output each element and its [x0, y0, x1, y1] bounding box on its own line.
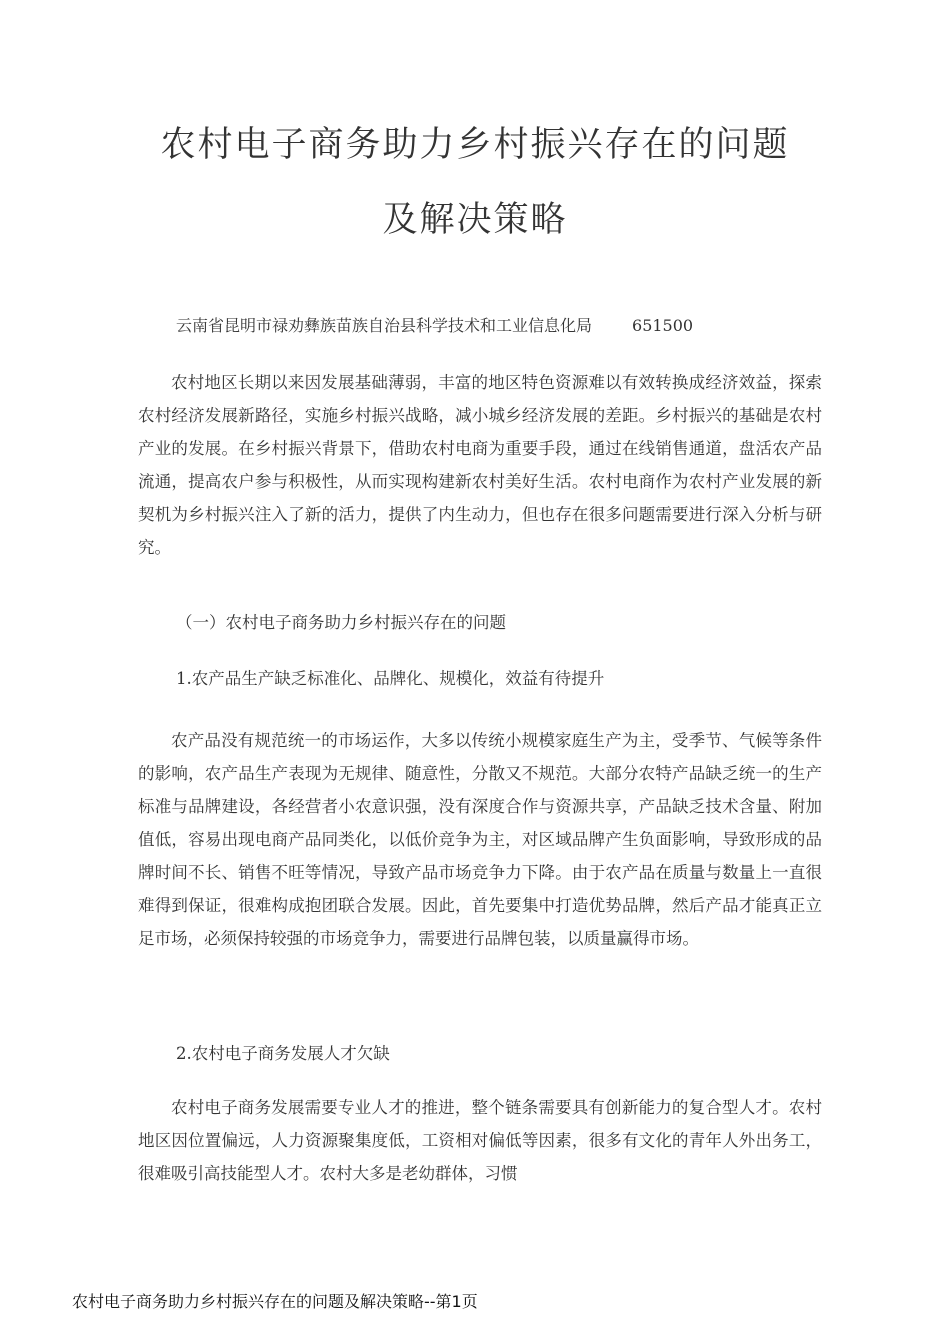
subheading-1: 1.农产品生产缺乏标准化、品牌化、规模化，效益有待提升 — [176, 669, 605, 688]
affiliation-name: 云南省昆明市禄劝彝族苗族自治县科学技术和工业信息化局 — [176, 316, 593, 335]
body-paragraph-2: 农村电子商务发展需要专业人才的推进，整个链条需要具有创新能力的复合型人才。农村地区因位置偏远，人力资源聚集度低，工资相对偏低等因素，很多有文化的青年人外出务工，很难吸引高技能型人才。农村大多是老幼群体，习惯 — [138, 1098, 822, 1183]
document-title-line-2: 及解决策略 — [382, 200, 568, 240]
author-affiliation — [176, 313, 693, 336]
document-title-line-1: 农村电子商务助力乡村振兴存在的问题 — [160, 125, 790, 165]
subheading-2: 2.农村电子商务发展人才欠缺 — [176, 1044, 390, 1063]
intro-paragraph: 农村地区长期以来因发展基础薄弱，丰富的地区特色资源难以有效转换成经济效益，探索农村经济发展新路径，实施乡村振兴战略，减小城乡经济发展的差距。乡村振兴的基础是农村产业的发展。在乡村振兴背景下，借助农村电商为重要手段，通过在线销售通道，盘活农产品流通，提高农户参与积极性，从而实现构建新农村美好生活。农村电商作为农村产业发展的新契机为乡村振兴注入了新的活力，提供了内生动力，但也存在很多问题需要进行深入分析与研究。 — [138, 373, 822, 557]
postal-code: 651500 — [632, 316, 694, 335]
page-footer: 农村电子商务助力乡村振兴存在的问题及解决策略--第1页 — [72, 1292, 478, 1311]
body-paragraph-1: 农产品没有规范统一的市场运作，大多以传统小规模家庭生产为主，受季节、气候等条件的影响，农产品生产表现为无规律、随意性，分散又不规范。大部分农特产品缺乏统一的生产标准与品牌建设，各经营者小农意识强，没有深度合作与资源共享，产品缺乏技术含量、附加值低，容易出现电商产品同类化，以低价竞争为主，对区域品牌产生负面影响，导致形成的品牌时间不长、销售不旺等情况，导致产品市场竞争力下降。由于农产品在质量与数量上一直很难得到保证，很难构成抱团联合发展。因此，首先要集中打造优势品牌，然后产品才能真正立足市场，必须保持较强的市场竞争力，需要进行品牌包装，以质量赢得市场。 — [138, 731, 822, 948]
section-heading: （一）农村电子商务助力乡村振兴存在的问题 — [176, 613, 506, 632]
